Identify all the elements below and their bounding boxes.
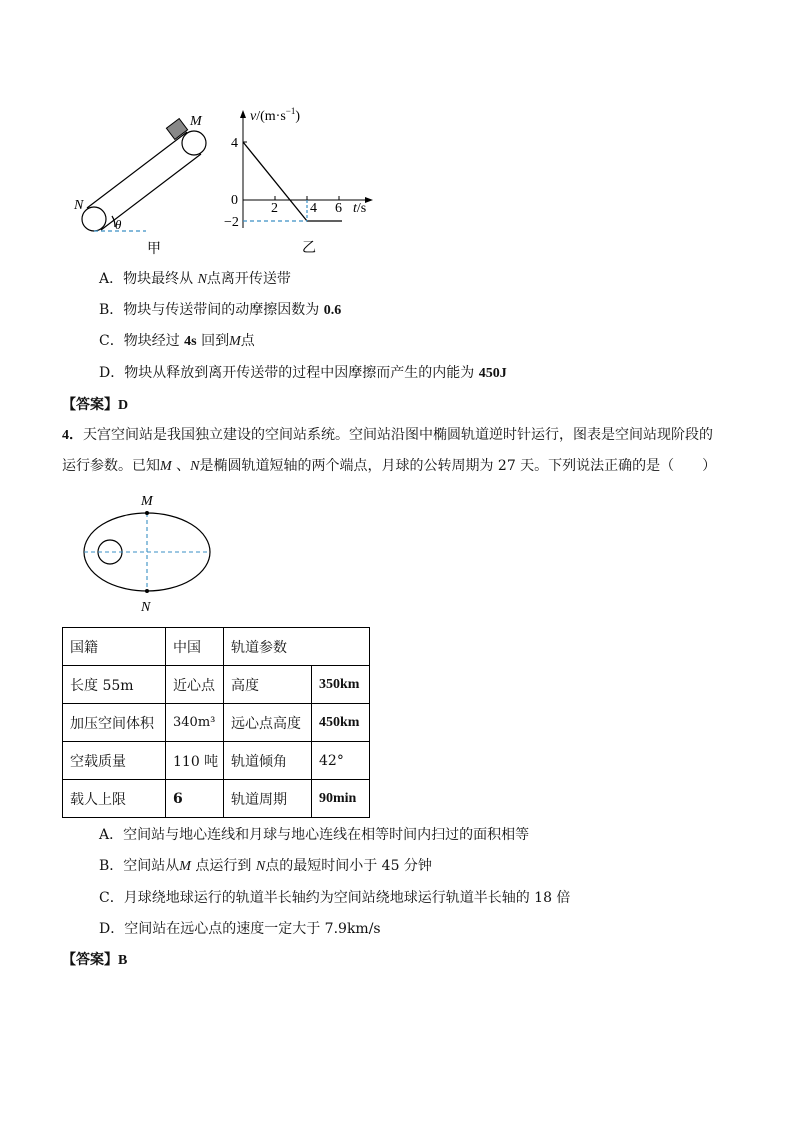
belt-top xyxy=(87,132,187,208)
answer-label: 【答案】 xyxy=(62,397,118,413)
table-cell: 长度 55m xyxy=(63,666,166,704)
q3-option-a-var: N xyxy=(197,272,207,287)
table-cell: 42° xyxy=(312,742,370,780)
y-axis-label: $v/(m\cdot s^{-1})$ xyxy=(250,106,301,124)
q4-stem-var-n: N xyxy=(190,459,200,474)
table-cell: 国籍 xyxy=(63,628,166,666)
answer-value: D xyxy=(118,398,129,413)
label-n: N xyxy=(74,198,84,213)
q3-option-d-value: 450J xyxy=(478,366,507,381)
table-cell: 加压空间体积 xyxy=(63,704,166,742)
q4-stem-var-m: M xyxy=(160,459,172,474)
q3-option-c-value: 4s xyxy=(184,334,197,349)
q4-option-b xyxy=(99,857,432,876)
velocity-line xyxy=(243,142,342,221)
q3-option-b-value: 0.6 xyxy=(323,303,342,318)
orbit-label-m: M xyxy=(141,494,153,509)
q4-stem-line2 xyxy=(62,457,716,476)
bottom-pulley xyxy=(82,207,106,231)
table-cell: 90min xyxy=(312,780,370,818)
q3-option-c xyxy=(99,332,255,351)
q3-option-d xyxy=(99,364,507,383)
table-cell: 高度 xyxy=(224,666,312,704)
q3-option-b-text: B．物块与传送带间的动摩擦因数为 xyxy=(99,302,324,318)
table-cell: 350km xyxy=(312,666,370,704)
label-theta: θ xyxy=(115,217,122,232)
q3-option-c-text-mid: 回到 xyxy=(201,333,230,349)
q4-option-b-var-n: N xyxy=(255,859,266,874)
q3-option-c-var: M xyxy=(229,334,241,349)
q4-stem-text2a: 运行参数。已知 xyxy=(62,458,160,474)
q3-option-b xyxy=(99,301,341,320)
q3-option-c-text: C．物块经过 xyxy=(99,333,185,349)
parameters-table xyxy=(62,627,370,818)
orbit-label-n: N xyxy=(141,600,151,615)
table-cell: 空载质量 xyxy=(63,742,166,780)
q4-number: 4． xyxy=(62,428,83,443)
table-cell: 轨道周期 xyxy=(224,780,312,818)
conveyor-figure xyxy=(70,112,202,257)
table-cell: 中国 xyxy=(166,628,224,666)
table-row xyxy=(63,666,370,704)
table-cell: 6 xyxy=(166,780,224,818)
q4-option-b-var-m: M xyxy=(179,859,191,874)
q4-option-c: C．月球绕地球运行的轨道半长轴约为空间站绕地球运行轨道半长轴的 18 倍 xyxy=(99,890,571,906)
y-tick-label-0: 0 xyxy=(231,193,238,208)
q4-stem-text2b: 、 xyxy=(176,458,191,474)
q3-option-d-text: D．物块从释放到离开传送带的过程中因摩擦而产生的内能为 xyxy=(99,365,479,381)
table-cell: 轨道倾角 xyxy=(224,742,312,780)
q3-option-a xyxy=(99,270,291,289)
q4-answer xyxy=(62,951,127,970)
table-row xyxy=(63,704,370,742)
y-tick-label-minus2: −2 xyxy=(224,215,239,230)
x-tick-label-2: 2 xyxy=(271,201,278,216)
q4-stem-line1 xyxy=(62,426,713,445)
table-row xyxy=(63,628,370,666)
table-cell: 450km xyxy=(312,704,370,742)
q3-option-a-text-end: 点离开传送带 xyxy=(206,271,291,287)
q4-option-b-text-mid: 点运行到 xyxy=(190,858,256,874)
y-axis-arrow xyxy=(240,110,246,118)
q3-option-c-text-end: 点 xyxy=(240,333,255,349)
point-m xyxy=(145,511,149,515)
q3-option-a-text: A．物块最终从 xyxy=(99,271,198,287)
answer-label: 【答案】 xyxy=(62,952,118,968)
q4-option-b-text: B．空间站从 xyxy=(99,858,180,874)
q4-option-a: A．空间站与地心连线和月球与地心连线在相等时间内扫过的面积相等 xyxy=(99,827,530,843)
y-tick-label-4: 4 xyxy=(231,136,238,151)
label-m: M xyxy=(190,114,202,129)
table-cell: 110 吨 xyxy=(166,742,224,780)
table-cell: 340m³ xyxy=(166,704,224,742)
table-row xyxy=(63,742,370,780)
x-axis-label: t/s xyxy=(353,201,367,216)
q4-option-d: D．空间站在远心点的速度一定大于 7.9km/s xyxy=(99,921,381,937)
table-cell: 远心点高度 xyxy=(224,704,312,742)
vt-graph xyxy=(222,100,382,257)
table-cell: 载人上限 xyxy=(63,780,166,818)
q3-answer xyxy=(62,396,128,415)
orbit-figure xyxy=(78,490,218,620)
q4-stem-text1: 天宫空间站是我国独立建设的空间站系统。空间站沿图中椭圆轨道逆时针运行，图表是空间站现阶段的 xyxy=(83,427,713,443)
top-pulley xyxy=(182,131,206,155)
q4-stem-text2c: 是椭圆轨道短轴的两个端点，月球的公转周期为 27 天。下列说法正确的是（ ） xyxy=(199,458,717,474)
point-n xyxy=(145,589,149,593)
q4-option-b-text-end: 点的最短时间小于 45 分钟 xyxy=(265,858,432,874)
answer-value: B xyxy=(118,953,128,968)
caption-jia: 甲 xyxy=(147,242,161,257)
x-tick-label-6: 6 xyxy=(335,201,342,216)
table-cell: 轨道参数 xyxy=(224,628,370,666)
table-row xyxy=(63,780,370,818)
x-tick-label-4: 4 xyxy=(310,201,317,216)
table-cell: 近心点 xyxy=(166,666,224,704)
caption-yi: 乙 xyxy=(302,241,316,256)
